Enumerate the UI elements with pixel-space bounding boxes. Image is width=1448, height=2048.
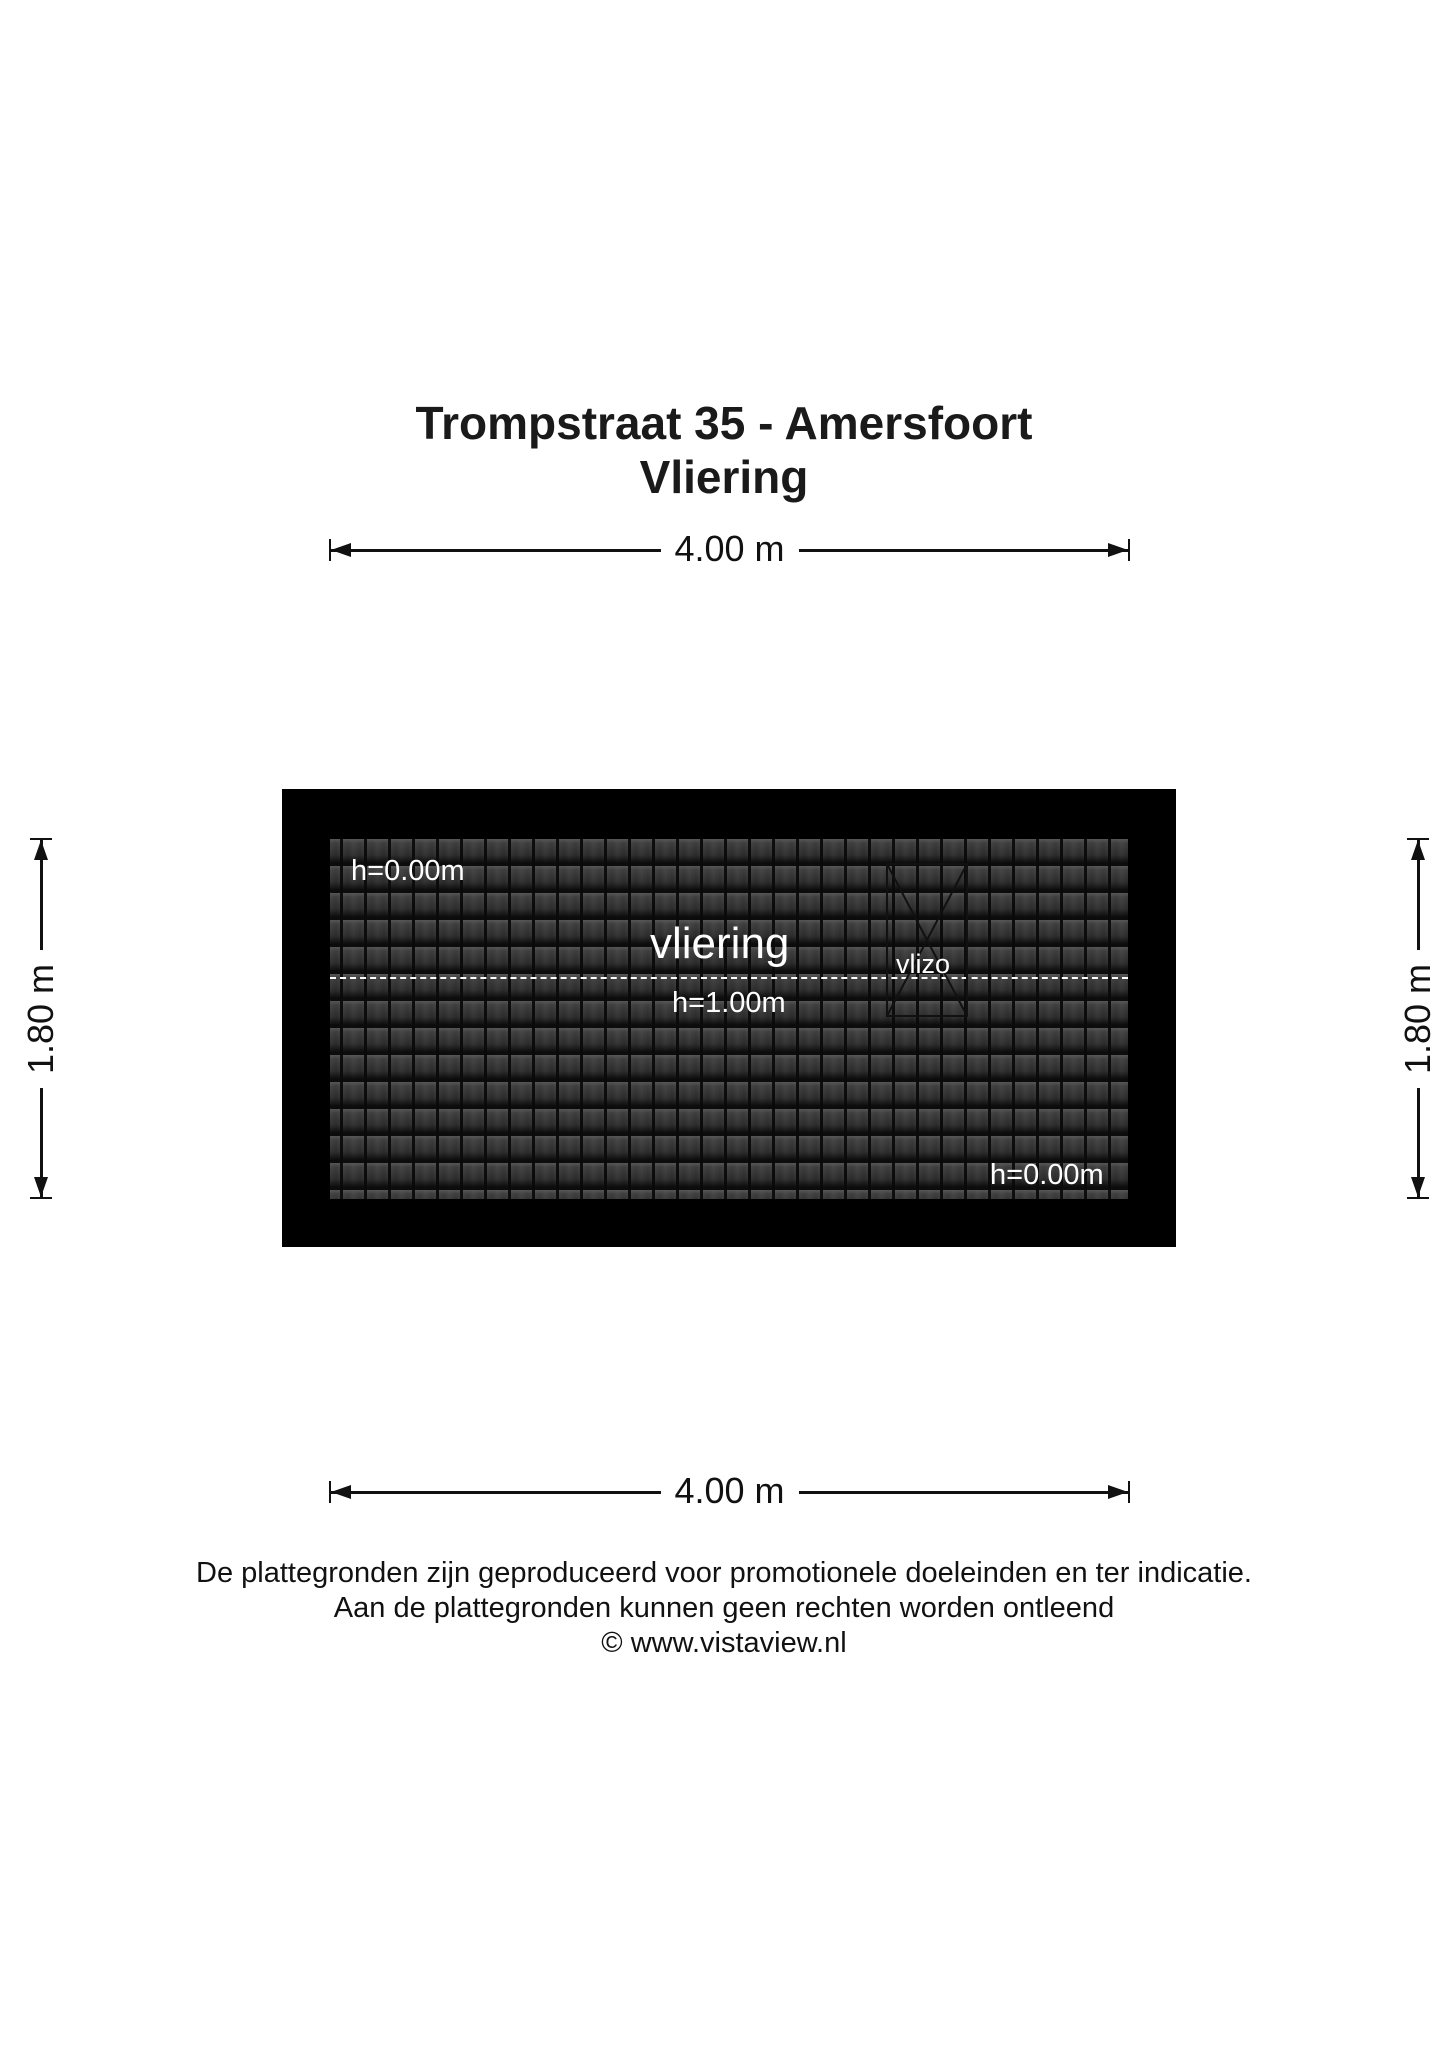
floor-name: Vliering [639,451,809,503]
right-depth-label: 1.80 m [1395,949,1441,1087]
right-depth-dimension [1398,838,1438,1199]
bottom-width-dimension [329,1472,1130,1512]
disclaimer-line-2: Aan de plattegronden kunnen geen rechten worden ontleend [333,1592,1115,1624]
arrow-up-icon [34,840,48,860]
left-depth-label: 1.80 m [18,949,64,1087]
hatch-label: vlizo [896,949,951,979]
arrow-down-icon [34,1177,48,1197]
disclaimer-line-1: De plattegronden zijn geproduceerd voor promotionele doeleinden en ter indicatie. [196,1557,1252,1589]
height-label-ridge: h=1.00m [672,987,786,1019]
height-label-top-left: h=0.00m [351,855,465,887]
ridge-line [330,977,1128,979]
arrow-up-icon [1411,840,1425,860]
dimension-tick [30,1197,52,1199]
floorplan-walls [282,789,1176,1247]
arrow-left-icon [331,1485,351,1499]
top-width-dimension [329,530,1130,570]
top-width-label: 4.00 m [660,526,798,572]
arrow-right-icon [1108,1485,1128,1499]
arrow-left-icon [331,543,351,557]
copyright-line: © www.vistaview.nl [601,1627,847,1659]
floorplan-title: Trompstraat 35 - Amersfoort [415,397,1033,449]
dimension-tick [1128,539,1130,561]
dimension-tick [1407,1197,1429,1199]
left-depth-dimension [21,838,61,1199]
room-label: vliering [650,919,790,968]
attic-hatch-icon [886,863,968,1017]
height-label-bottom-right: h=0.00m [990,1159,1104,1191]
arrow-down-icon [1411,1177,1425,1197]
bottom-width-label: 4.00 m [660,1468,798,1514]
dimension-tick [1128,1481,1130,1503]
arrow-right-icon [1108,543,1128,557]
roof-area [330,839,1128,1199]
